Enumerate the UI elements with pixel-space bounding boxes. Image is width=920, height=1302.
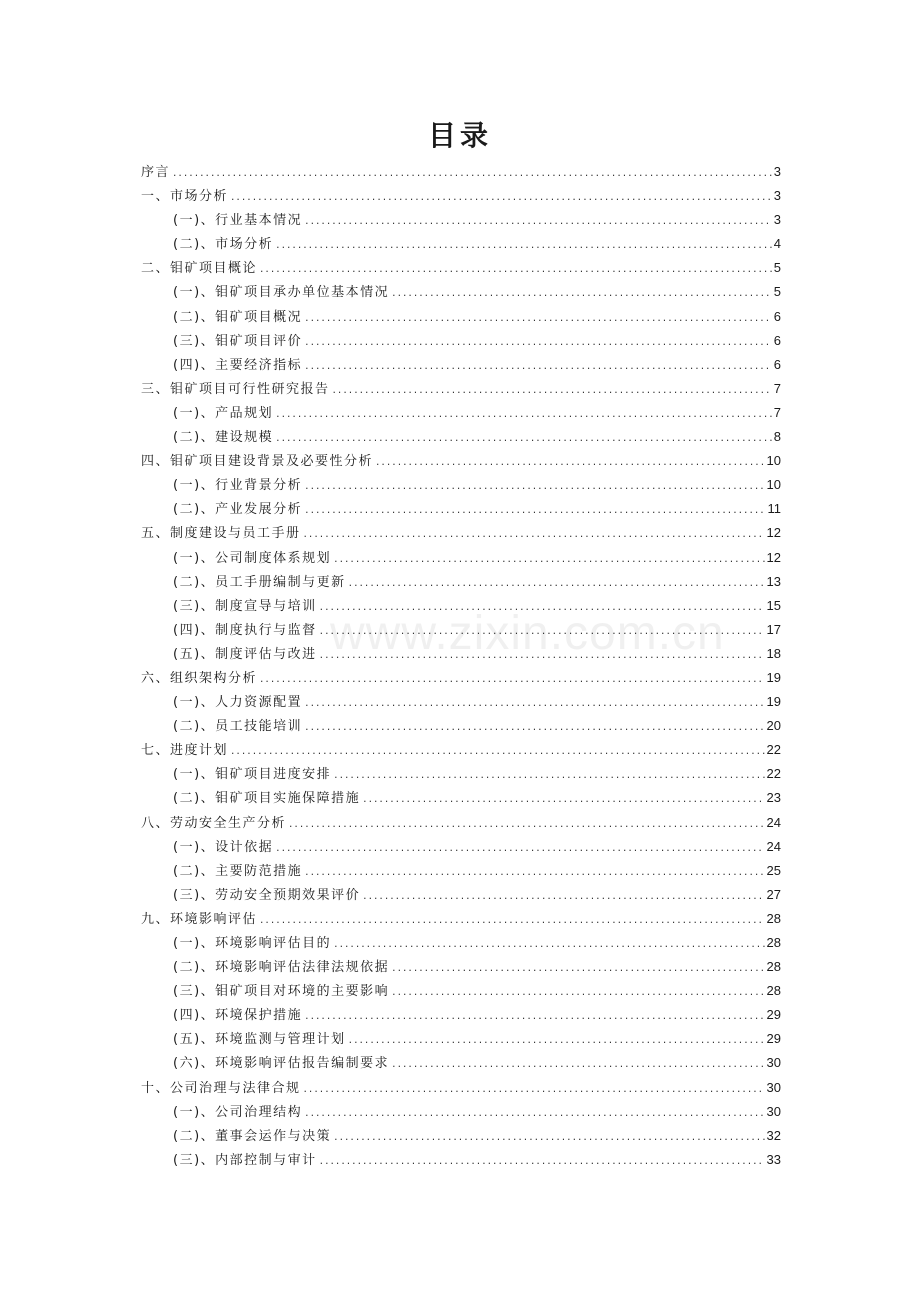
toc-entry[interactable] [141, 979, 781, 1003]
toc-entry-label: (五)、制度评估与改进 [173, 646, 317, 662]
toc-entry-page: 5 [773, 260, 781, 276]
toc-entry-label: 五、制度建设与员工手册 [141, 526, 301, 542]
toc-entry-label: (二)、员工手册编制与更新 [173, 574, 346, 590]
toc-entry[interactable] [141, 160, 781, 184]
toc-dot-leader [319, 644, 765, 668]
toc-entry[interactable] [141, 449, 781, 473]
toc-entry[interactable] [141, 208, 781, 232]
toc-dot-leader [348, 1029, 765, 1053]
toc-dot-leader [375, 451, 765, 475]
toc-dot-leader [362, 788, 764, 812]
toc-entry-label: (二)、董事会运作与决策 [173, 1128, 332, 1144]
table-of-contents [141, 160, 781, 1172]
toc-entry-page: 28 [766, 983, 781, 999]
toc-entry[interactable] [141, 546, 781, 570]
toc-entry-label: 十、公司治理与法律合规 [141, 1080, 301, 1096]
toc-entry-page: 30 [766, 1103, 781, 1119]
toc-entry-page: 13 [766, 573, 781, 589]
toc-entry[interactable] [141, 521, 781, 545]
toc-entry[interactable] [141, 280, 781, 304]
toc-dot-leader [304, 692, 764, 716]
toc-entry[interactable] [141, 1027, 781, 1051]
toc-dot-leader [304, 210, 772, 234]
toc-dot-leader [304, 861, 764, 885]
toc-entry-label: (二)、产业发展分析 [173, 502, 303, 518]
toc-entry[interactable] [141, 594, 781, 618]
toc-entry-page: 20 [766, 718, 781, 734]
toc-entry-label: (二)、建设规模 [173, 430, 274, 446]
toc-entry-label: 七、进度计划 [141, 743, 229, 759]
toc-dot-leader [304, 355, 772, 379]
toc-entry-page: 6 [773, 308, 781, 324]
toc-entry[interactable] [141, 1148, 781, 1172]
toc-entry[interactable] [141, 497, 781, 521]
toc-entry-label: (六)、环境影响评估报告编制要求 [173, 1056, 390, 1072]
toc-entry-page: 24 [766, 838, 781, 854]
toc-entry[interactable] [141, 232, 781, 256]
toc-dot-leader [391, 981, 764, 1005]
toc-entry-label: 三、钼矿项目可行性研究报告 [141, 381, 330, 397]
toc-entry[interactable] [141, 401, 781, 425]
toc-dot-leader [333, 1126, 764, 1150]
toc-entry[interactable] [141, 1051, 781, 1075]
toc-entry-page: 10 [766, 477, 781, 493]
toc-entry-page: 12 [766, 525, 781, 541]
toc-entry[interactable] [141, 762, 781, 786]
toc-entry-page: 25 [766, 862, 781, 878]
toc-entry-page: 15 [766, 597, 781, 613]
page-title: 目录 [427, 119, 492, 152]
toc-dot-leader [304, 1102, 764, 1126]
toc-entry-label: 八、劳动安全生产分析 [141, 815, 287, 831]
toc-dot-leader [304, 499, 765, 523]
toc-entry[interactable] [141, 1100, 781, 1124]
toc-entry-label: (一)、环境影响评估目的 [173, 936, 332, 951]
toc-entry-label: 六、组织架构分析 [141, 670, 258, 686]
toc-entry-label: 四、钼矿项目建设背景及必要性分析 [141, 454, 374, 470]
toc-entry[interactable] [141, 618, 781, 642]
toc-entry-page: 18 [766, 645, 781, 661]
toc-dot-leader [172, 162, 772, 186]
toc-entry-label: (二)、环境影响评估法律法规依据 [173, 960, 390, 976]
toc-entry-label: (一)、公司制度体系规划 [173, 550, 332, 566]
toc-entry-page: 8 [773, 429, 781, 445]
watermark: www.zixin.com.cn [330, 607, 725, 660]
toc-dot-leader [319, 596, 765, 620]
toc-entry[interactable] [141, 931, 781, 955]
toc-entry-label: (一)、产品规划 [173, 405, 274, 421]
toc-dot-leader [304, 307, 772, 331]
toc-entry-label: (五)、环境监测与管理计划 [173, 1032, 346, 1048]
toc-entry-page: 6 [773, 356, 781, 372]
toc-entry-label: (四)、环境保护措施 [173, 1008, 303, 1024]
toc-entry-label: (三)、钼矿项目对环境的主要影响 [173, 984, 390, 1000]
toc-entry[interactable] [141, 570, 781, 594]
toc-entry-label: (一)、钼矿项目进度安排 [173, 767, 332, 783]
toc-entry[interactable] [141, 859, 781, 883]
toc-entry-page: 30 [766, 1079, 781, 1095]
toc-entry-page: 28 [766, 935, 781, 950]
toc-entry-page: 29 [766, 1007, 781, 1023]
toc-entry-page: 5 [773, 284, 781, 300]
toc-entry[interactable] [141, 666, 781, 690]
toc-entry-label: (三)、内部控制与审计 [173, 1152, 317, 1168]
toc-entry[interactable] [141, 835, 781, 859]
toc-dot-leader [391, 957, 764, 981]
toc-entry-label: (一)、行业基本情况 [173, 213, 303, 229]
toc-entry-page: 7 [773, 404, 781, 420]
toc-dot-leader [319, 620, 765, 644]
toc-entry-label: (一)、钼矿项目承办单位基本情况 [173, 285, 390, 301]
toc-dot-leader [230, 740, 765, 764]
toc-entry-page: 19 [766, 694, 781, 710]
toc-entry[interactable] [141, 811, 781, 835]
toc-entry[interactable] [141, 353, 781, 377]
toc-dot-leader [333, 764, 764, 788]
toc-entry-page: 3 [773, 188, 781, 204]
toc-dot-leader [333, 548, 764, 572]
toc-entry-label: (三)、钼矿项目评价 [173, 333, 303, 349]
toc-entry[interactable] [141, 714, 781, 738]
toc-dot-leader [275, 403, 772, 427]
toc-entry-label: (二)、钼矿项目概况 [173, 309, 303, 325]
toc-entry-page: 7 [773, 380, 781, 396]
toc-dot-leader [275, 837, 764, 861]
toc-entry[interactable] [141, 184, 781, 208]
toc-dot-leader [304, 716, 764, 740]
toc-entry-page: 6 [773, 332, 781, 348]
toc-entry[interactable] [141, 907, 781, 931]
toc-entry-page: 28 [766, 959, 781, 975]
toc-entry-label: (一)、人力资源配置 [173, 695, 303, 711]
toc-entry[interactable] [141, 1003, 781, 1027]
toc-entry-label: (三)、制度宣导与培训 [173, 598, 317, 614]
toc-entry[interactable] [141, 955, 781, 979]
toc-entry-page: 19 [766, 669, 781, 685]
toc-entry-page: 30 [766, 1055, 781, 1071]
toc-dot-leader [391, 282, 772, 306]
toc-dot-leader [319, 1150, 765, 1174]
toc-entry-page: 24 [766, 814, 781, 830]
toc-entry[interactable] [141, 1124, 781, 1148]
toc-entry-label: (四)、制度执行与监督 [173, 622, 317, 638]
toc-entry-page: 12 [766, 549, 781, 565]
toc-entry[interactable] [141, 256, 781, 280]
toc-entry-label: (二)、钼矿项目实施保障措施 [173, 791, 361, 807]
toc-dot-leader [362, 885, 764, 909]
toc-entry[interactable] [141, 425, 781, 449]
toc-entry[interactable] [141, 473, 781, 497]
toc-entry-page: 10 [766, 453, 781, 469]
toc-dot-leader [275, 234, 772, 258]
toc-entry-page: 27 [766, 886, 781, 902]
toc-entry-label: 一、市场分析 [141, 189, 229, 205]
toc-entry[interactable] [141, 642, 781, 666]
toc-entry-page: 11 [767, 501, 781, 517]
toc-dot-leader [303, 523, 765, 547]
toc-entry[interactable] [141, 377, 781, 401]
toc-dot-leader [303, 1078, 765, 1102]
toc-entry-label: (一)、设计依据 [173, 839, 274, 855]
toc-entry[interactable] [141, 690, 781, 714]
toc-entry-label: (四)、主要经济指标 [173, 357, 303, 373]
toc-dot-leader [304, 475, 764, 499]
toc-entry-page: 22 [766, 742, 781, 758]
toc-dot-leader [348, 572, 765, 596]
toc-entry[interactable] [141, 786, 781, 810]
toc-entry[interactable] [141, 883, 781, 907]
toc-entry-page: 3 [773, 164, 781, 179]
toc-entry-label: (二)、主要防范措施 [173, 863, 303, 879]
toc-entry-label: 序言 [141, 165, 171, 180]
toc-dot-leader [259, 668, 765, 692]
toc-dot-leader [332, 379, 772, 403]
toc-dot-leader [275, 427, 772, 451]
toc-entry-page: 33 [766, 1151, 781, 1167]
toc-entry[interactable] [141, 1076, 781, 1100]
toc-dot-leader [288, 813, 765, 837]
toc-entry-page: 22 [766, 766, 781, 782]
toc-entry-label: (二)、市场分析 [173, 237, 274, 253]
toc-entry-page: 29 [766, 1031, 781, 1047]
toc-entry-label: 二、钼矿项目概论 [141, 261, 258, 277]
toc-entry-label: (一)、行业背景分析 [173, 478, 303, 494]
toc-entry-page: 4 [773, 236, 781, 252]
toc-entry-page: 23 [766, 790, 781, 806]
toc-dot-leader [304, 331, 772, 355]
toc-entry-page: 32 [766, 1127, 781, 1143]
toc-entry-page: 17 [766, 621, 781, 637]
toc-dot-leader [333, 933, 764, 957]
toc-entry-label: (三)、劳动安全预期效果评价 [173, 887, 361, 903]
toc-entry[interactable] [141, 305, 781, 329]
toc-entry-page: 3 [773, 212, 781, 228]
toc-dot-leader [391, 1053, 764, 1077]
toc-entry[interactable] [141, 329, 781, 353]
toc-dot-leader [230, 186, 772, 210]
toc-entry-label: 九、环境影响评估 [141, 911, 258, 927]
toc-dot-leader [259, 258, 772, 282]
toc-dot-leader [259, 909, 765, 933]
toc-dot-leader [304, 1005, 764, 1029]
toc-entry-label: (二)、员工技能培训 [173, 719, 303, 735]
toc-entry-page: 28 [766, 910, 781, 926]
toc-entry-label: (一)、公司治理结构 [173, 1104, 303, 1120]
toc-entry[interactable] [141, 738, 781, 762]
